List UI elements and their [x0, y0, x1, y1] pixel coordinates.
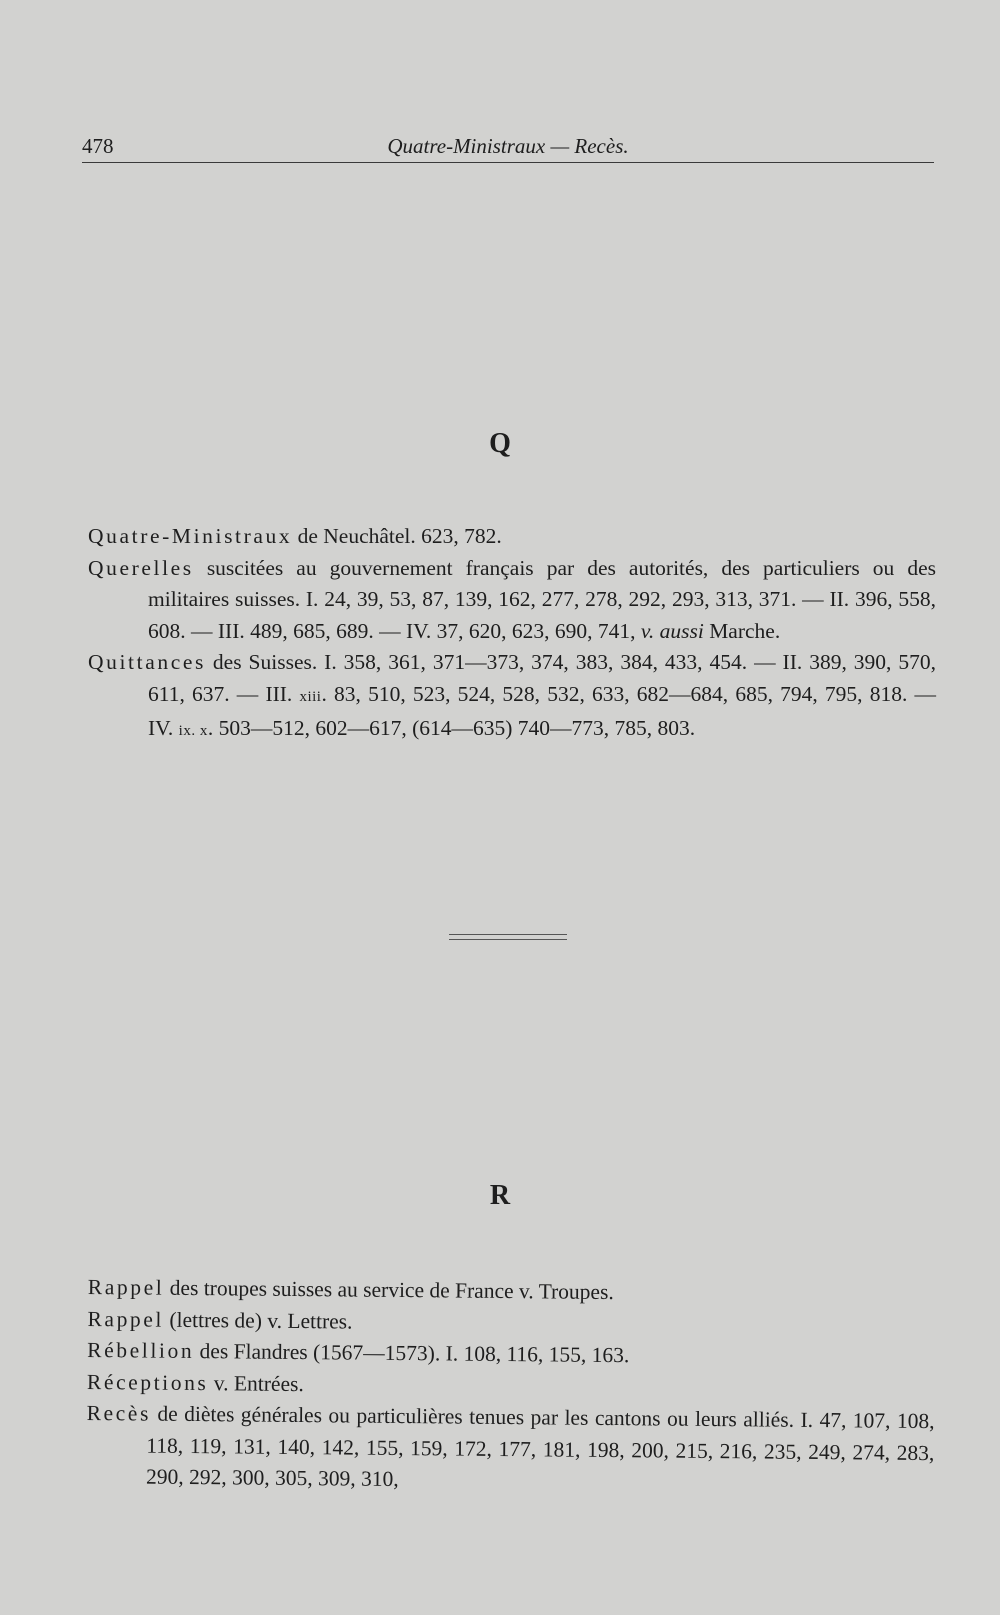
index-entry: [86, 1398, 935, 1501]
entry-text: v. Entrées.: [208, 1370, 304, 1396]
page-header: [82, 128, 934, 163]
entry-text: . 503—512, 602—617, (614—635) 740—773, 785, 803.: [207, 716, 696, 740]
index-entry: [88, 647, 936, 748]
entry-headword: Rappel: [87, 1274, 165, 1300]
entry-headword: Réceptions: [86, 1369, 209, 1395]
entry-text: des Flandres (1567—1573). I. 108, 116, 155, 163.: [194, 1339, 630, 1368]
entry-text: de Neuchâtel. 623, 782.: [292, 524, 502, 548]
index-entry: [88, 553, 936, 648]
entry-headword: Rébellion: [87, 1337, 195, 1364]
entry-headword: Quittances: [88, 650, 206, 674]
entry-small-numeral: ix. x: [178, 723, 208, 739]
section-letter-q: Q: [489, 428, 511, 459]
index-entry: [88, 521, 936, 553]
index-section-q: [88, 521, 936, 748]
entry-italic-ref: v. aussi: [640, 618, 704, 643]
entry-text: des troupes suisses au service de France v. Troupes.: [164, 1275, 614, 1305]
running-head: Quatre-Ministraux — Recès.: [387, 134, 629, 158]
entry-headword: Querelles: [88, 555, 194, 580]
entry-text: (lettres de) v. Lettres.: [163, 1307, 353, 1334]
entry-small-numeral: xiii: [299, 688, 322, 705]
section-letter-r: R: [489, 1180, 511, 1211]
entry-headword: Quatre-Ministraux: [88, 524, 293, 548]
entry-headword: Recès: [86, 1400, 152, 1426]
entry-text: . 83, 510, 523, 524, 528, 532, 633, 682—684, 685, 794, 795, 818. — IV.: [148, 681, 936, 740]
entry-text: des Suisses. I. 358, 361, 371—373, 374, 383, 384, 433, 454. — II. 389, 390, 570, 611, 637. — III.: [148, 650, 936, 706]
section-divider: [449, 934, 567, 940]
entry-text: Marche.: [703, 618, 781, 643]
index-section-r: [86, 1272, 936, 1501]
entry-text: de diètes générales ou particulières tenues par les cantons ou leurs alliés. I. 47, 107, 108, 118, 119, 131, 140, 142, 155, 159, 172, 177, 181, 198, 200, 215, 216, 235, 249, 274, 283, 290, 292, 300, 305, 309, 310,: [145, 1401, 935, 1491]
page-number: 478: [82, 134, 114, 158]
entry-text: suscitées au gouvernement français par des autorités, des particuliers ou des militaires suisses. I. 24, 39, 53, 87, 139, 162, 277, 278, 292, 293, 313, 371. — II. 396, 558, 608. — III. 489, 685, 689. — IV. 37, 620, 623, 690, 741,: [148, 555, 936, 643]
entry-headword: Rappel: [87, 1306, 165, 1332]
